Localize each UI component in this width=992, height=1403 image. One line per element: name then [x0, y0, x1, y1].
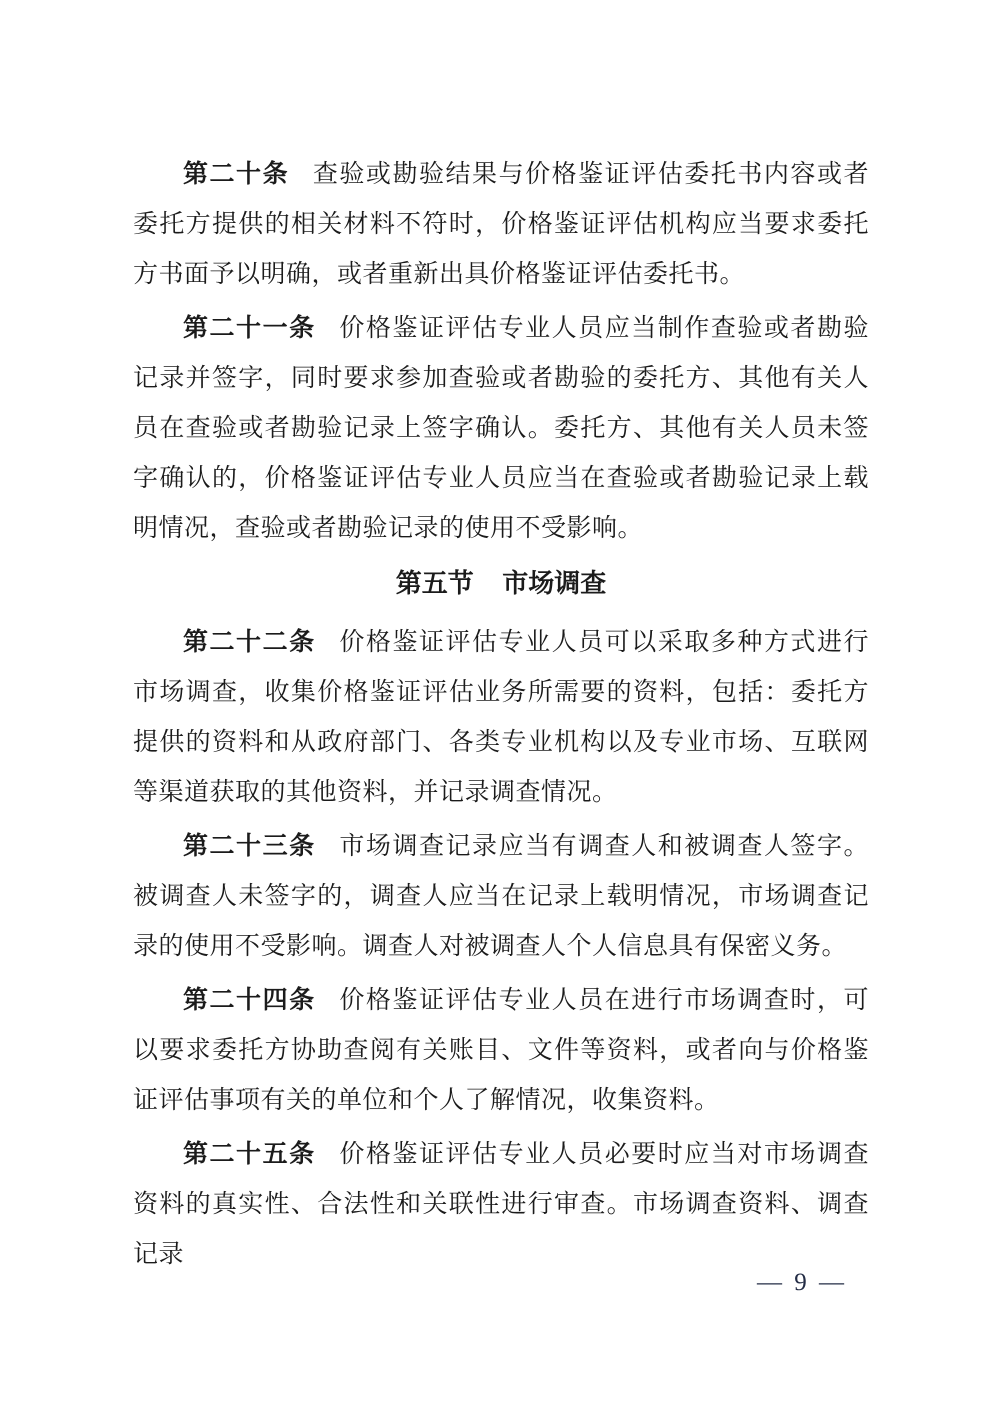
article-text: 价格鉴证评估专业人员应当制作查验或者勘验记录并签字，同时要求参加查验或者勘验的委托方、其他有关人员在查验或者勘验记录上签字确认。委托方、其他有关人员未签字确认的，价格鉴证评估专业人员应当在查验或者勘验记录上载明情况，查验或者勘验记录的使用不受影响。: [133, 315, 869, 542]
article-text: 价格鉴证评估专业人员必要时应当对市场调查资料的真实性、合法性和关联性进行审查。市场调查资料、调查记录: [133, 1141, 869, 1268]
article-paragraph-21: [133, 304, 869, 554]
page-number: — 9 —: [757, 1269, 847, 1296]
article-number: 第二十条: [183, 161, 290, 188]
article-number: 第二十三条: [183, 833, 316, 860]
article-text: 查验或勘验结果与价格鉴证评估委托书内容或者委托方提供的相关材料不符时，价格鉴证评估机构应当要求委托方书面予以明确，或者重新出具价格鉴证评估委托书。: [133, 161, 869, 288]
article-number: 第二十五条: [183, 1141, 316, 1168]
section-heading: [133, 559, 869, 609]
article-paragraph-24: [133, 976, 869, 1126]
article-text: 市场调查记录应当有调查人和被调查人签字。被调查人未签字的，调查人应当在记录上载明情况，市场调查记录的使用不受影响。调查人对被调查人个人信息具有保密义务。: [133, 833, 869, 960]
article-paragraph-22: [133, 618, 869, 818]
section-title: 市场调查: [502, 569, 607, 598]
article-paragraph-23: [133, 822, 869, 972]
section-number: 第五节: [395, 569, 474, 598]
article-paragraph-25: [133, 1130, 869, 1280]
article-number: 第二十二条: [183, 629, 316, 656]
article-number: 第二十四条: [183, 987, 316, 1014]
article-text: 价格鉴证评估专业人员在进行市场调查时，可以要求委托方协助查阅有关账目、文件等资料，或者向与价格鉴证评估事项有关的单位和个人了解情况，收集资料。: [133, 987, 869, 1114]
article-number: 第二十一条: [183, 315, 316, 342]
article-text: 价格鉴证评估专业人员可以采取多种方式进行市场调查，收集价格鉴证评估业务所需要的资料，包括：委托方提供的资料和从政府部门、各类专业机构以及专业市场、互联网等渠道获取的其他资料，并记录调查情况。: [133, 629, 869, 806]
article-paragraph-20: [133, 150, 869, 300]
document-body: [133, 150, 869, 1284]
